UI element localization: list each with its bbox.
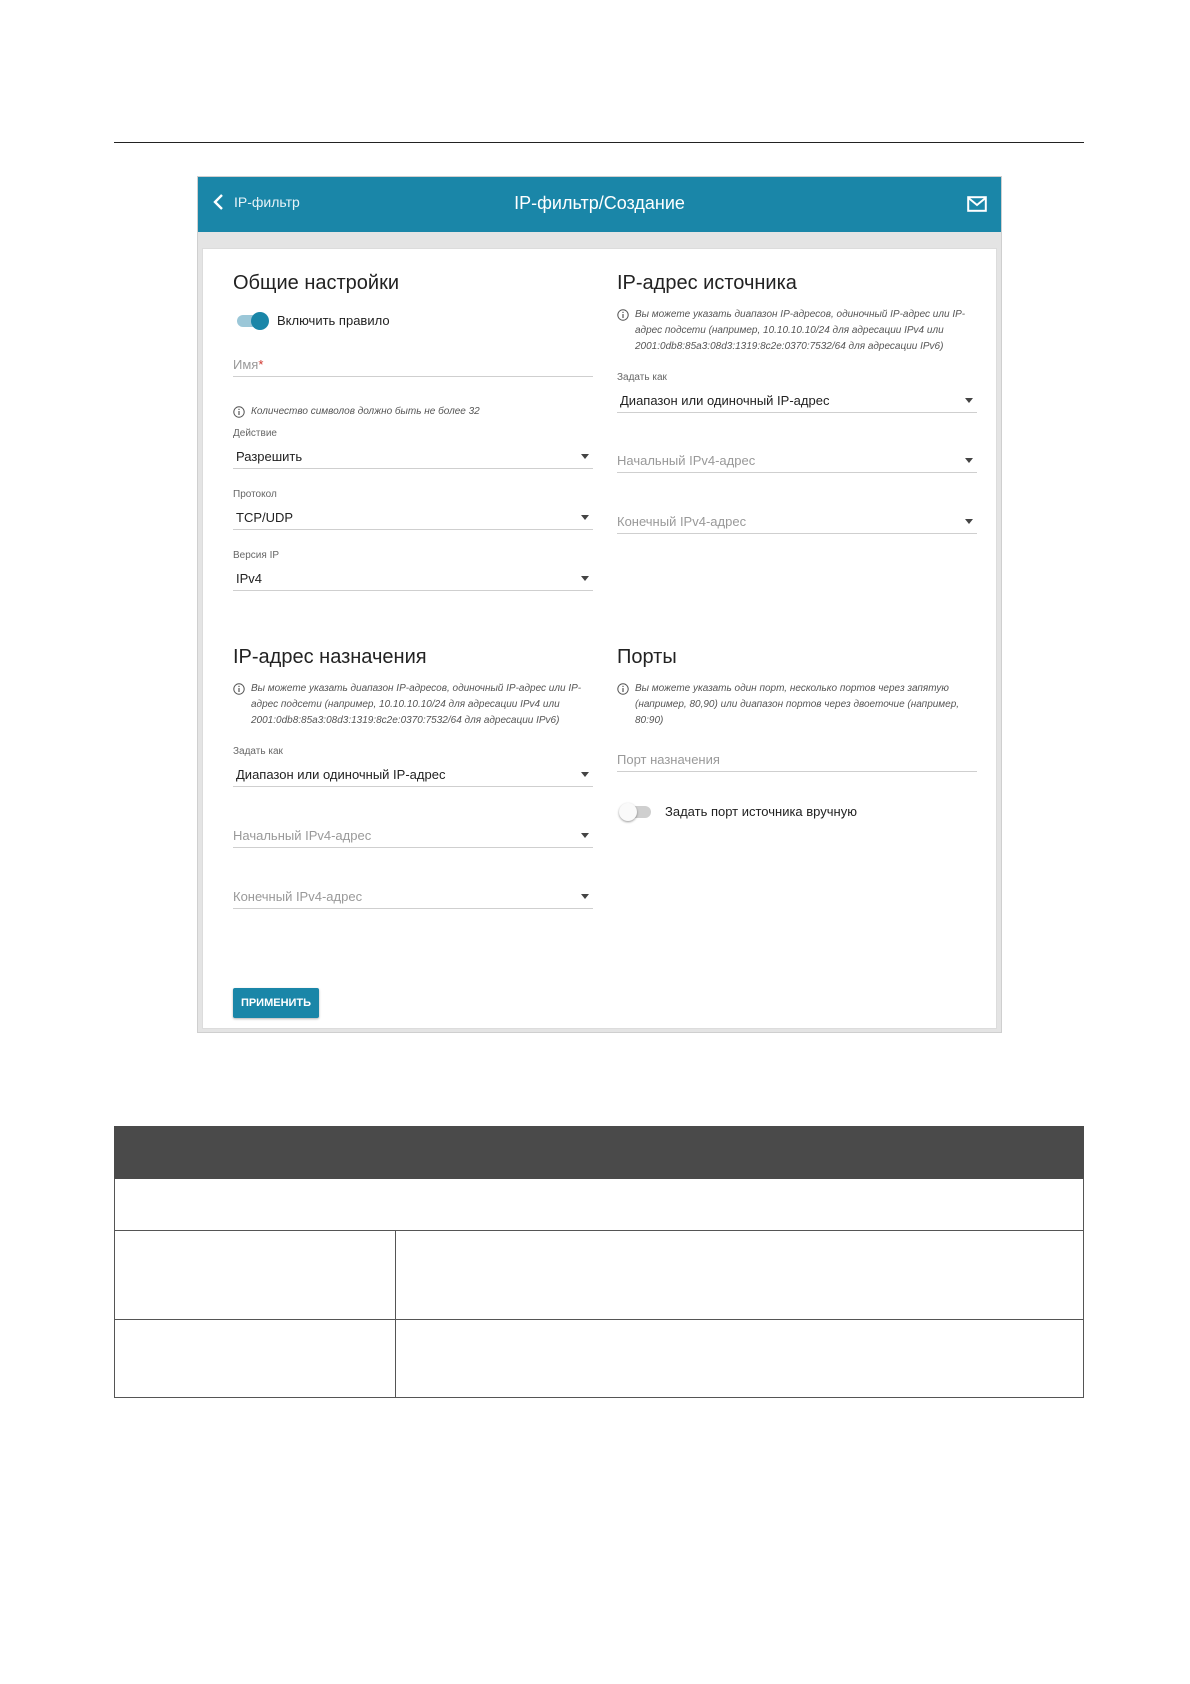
source-mode-select[interactable] [617, 372, 977, 413]
page-top-rule [114, 142, 1084, 143]
source-hint-text: Вы можете указать диапазон IP-адресов, одиночный IP-адрес или IP-адрес подсети (например, 10.10.10.10/24 для адресации IPv4 или 2001:0db8:85a3:08d3:1319:8c2e:0370:7532/64 для адресации IPv6) [635, 309, 966, 352]
action-select[interactable] [233, 428, 593, 469]
destination-hint-text: Вы можете указать диапазон IP-адресов, одиночный IP-адрес или IP-адрес подсети (например, 10.10.10.10/24 для адресации IPv4 или 2001:0db8:85a3:08d3:1319:8c2e:0370:7532/64 для адресации IPv6) [251, 683, 582, 726]
caret-down-icon [965, 519, 973, 524]
table-row-divider [115, 1230, 1083, 1231]
name-hint-text: Количество символов должно быть не более 32 [251, 406, 480, 417]
toggle-knob [619, 803, 637, 821]
back-link-label: IP-фильтр [234, 194, 300, 210]
destination-end-ip-input[interactable] [233, 886, 593, 909]
destination-end-ip-placeholder: Конечный IPv4-адрес [233, 889, 363, 904]
manual-source-port-label: Задать порт источника вручную [665, 804, 857, 819]
source-end-ip-placeholder: Конечный IPv4-адрес [617, 514, 747, 529]
ports-hint-text: Вы можете указать один порт, несколько портов через запятую (например, 80,90) или диапазон портов через двоеточие (например, 80:90) [635, 683, 960, 726]
caret-down-icon [965, 458, 973, 463]
action-value: Разрешить [236, 449, 303, 464]
name-hint [233, 404, 593, 420]
enable-rule-label: Включить правило [277, 313, 390, 328]
manual-source-port-toggle[interactable] [621, 804, 857, 819]
table-row-divider [115, 1319, 1083, 1320]
protocol-select[interactable] [233, 489, 593, 530]
destination-mode-select[interactable] [233, 746, 593, 787]
page-title: IP-фильтр/Создание [514, 193, 685, 213]
caret-down-icon [581, 454, 589, 459]
caret-down-icon [581, 515, 589, 520]
info-icon [233, 683, 245, 695]
destination-start-ip-placeholder: Начальный IPv4-адрес [233, 828, 372, 843]
info-icon [617, 309, 629, 321]
ip-version-select[interactable] [233, 550, 593, 591]
general-section-title: Общие настройки [233, 272, 399, 294]
protocol-value: TCP/UDP [236, 510, 294, 525]
app-header [198, 177, 1001, 232]
table-column-divider [395, 1230, 396, 1398]
table-header [114, 1126, 1084, 1179]
info-icon [617, 683, 629, 695]
destination-port-placeholder: Порт назначения [617, 752, 720, 767]
form-panel [202, 248, 997, 1029]
description-table [114, 1179, 1084, 1398]
source-hint [617, 307, 977, 355]
source-mode-value: Диапазон или одиночный IP-адрес [620, 393, 830, 408]
source-start-ip-input[interactable] [617, 450, 977, 473]
apply-button[interactable]: ПРИМЕНИТЬ [233, 988, 319, 1018]
toggle-knob [251, 312, 269, 330]
source-mode-label: Задать как [617, 372, 667, 383]
ip-version-label: Версия IP [233, 550, 280, 561]
mail-icon[interactable] [967, 196, 987, 212]
destination-port-input[interactable] [617, 749, 977, 772]
screenshot-frame [197, 176, 1002, 1033]
toggle-track [621, 806, 651, 818]
caret-down-icon [581, 833, 589, 838]
name-input[interactable] [233, 354, 593, 377]
caret-down-icon [581, 894, 589, 899]
caret-down-icon [581, 576, 589, 581]
caret-down-icon [965, 398, 973, 403]
caret-down-icon [581, 772, 589, 777]
name-placeholder-text: Имя [233, 357, 259, 372]
ports-section-title: Порты [617, 646, 677, 668]
info-icon [233, 406, 245, 418]
ports-hint [617, 681, 977, 729]
source-start-ip-placeholder: Начальный IPv4-адрес [617, 453, 756, 468]
destination-hint [233, 681, 593, 729]
action-label: Действие [233, 428, 277, 439]
destination-section-title: IP-адрес назначения [233, 646, 427, 668]
ip-version-value: IPv4 [236, 571, 263, 586]
required-mark: * [258, 357, 264, 372]
destination-start-ip-input[interactable] [233, 825, 593, 848]
destination-mode-value: Диапазон или одиночный IP-адрес [236, 767, 446, 782]
source-section-title: IP-адрес источника [617, 272, 797, 294]
protocol-label: Протокол [233, 489, 277, 500]
source-end-ip-input[interactable] [617, 511, 977, 534]
destination-mode-label: Задать как [233, 746, 283, 757]
toggle-track [237, 315, 267, 327]
name-placeholder [233, 357, 263, 372]
enable-rule-toggle[interactable] [237, 313, 390, 328]
